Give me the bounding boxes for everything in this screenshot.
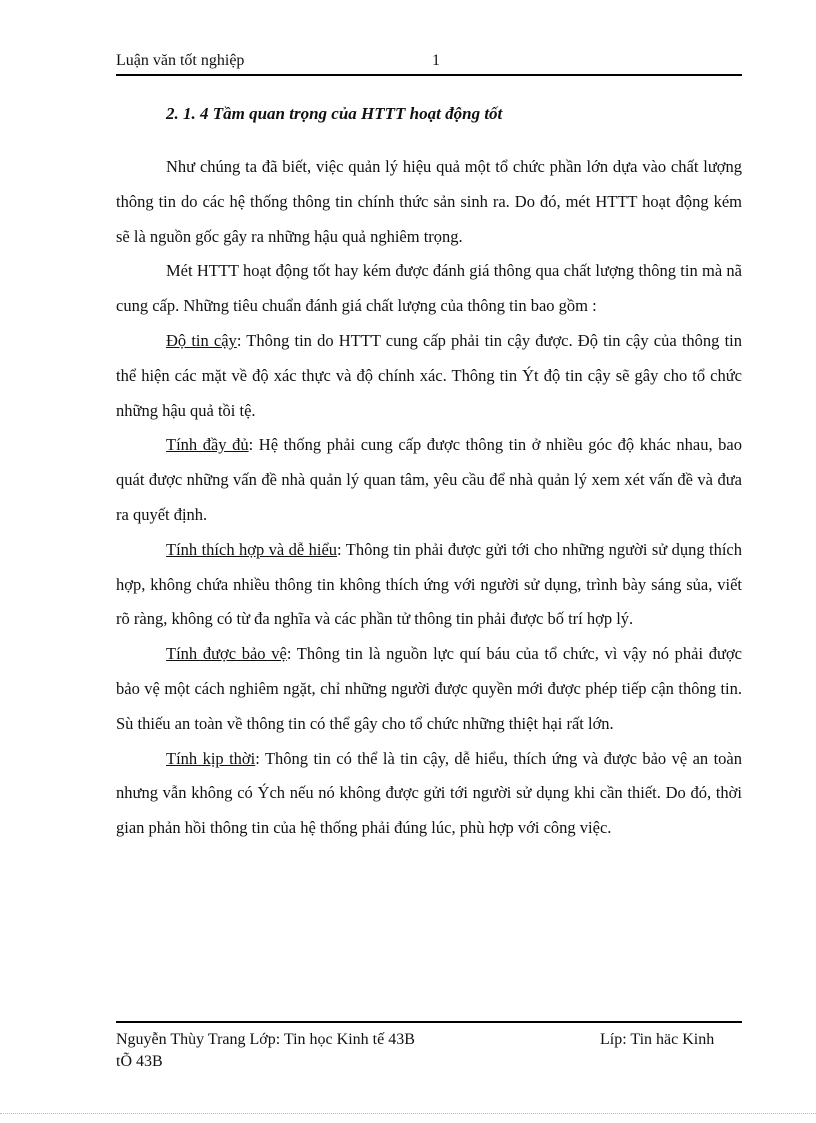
body-text: [116, 150, 742, 846]
paragraph-reliability: Độ tin cậy: Thông tin do HTTT cung cấp phải tin cậy được. Độ tin cậy của thông tin thể hiện các mặt về độ xác thực và độ chính xác. Thông tin Ýt độ tin cậy sẽ gây cho tổ chức những hậu quả tồi tệ.: [116, 330, 742, 420]
term-protection: Tính được bảo vệ: [166, 644, 287, 664]
term-relevance: Tính thích hợp và dễ hiểu: [166, 539, 338, 559]
footer-class: Líp: Tin häc Kinh: [600, 1031, 715, 1048]
paragraph-protection: Tính được bảo vệ: Thông tin là nguồn lực quí báu của tổ chức, vì vậy nó phải được bảo vệ một cách nghiêm ngặt, chỉ những người được quyền mới được phép tiếp cận thông tin. Sù thiếu an toàn về thông tin có thể gây cho tổ chức những thiệt hại rất lớn.: [116, 644, 743, 733]
footer-divider: [116, 1021, 742, 1023]
term-completeness: Tính đầy đủ: [166, 435, 249, 455]
paragraph-criteria: Mét HTTT hoạt động tốt hay kém được đánh giá thông qua chất lượng thông tin mà nã cung cấp. Những tiêu chuẩn đánh giá chất lượng của thông tin bao gồm :: [116, 261, 742, 316]
page-footer: [116, 1029, 742, 1073]
paragraph-timeliness: Tính kịp thời: Thông tin có thể là tin cậy, dễ hiểu, thích ứng và được bảo vệ an toàn nhưng vẫn không có Ých nếu nó không được gửi tới người sử dụng khi cần thiết. Do đó, thời gian phản hồi thông tin của hệ thống phải đúng lúc, phù hợp với công việc.: [116, 748, 742, 838]
paragraph-relevance: Tính thích hợp và dễ hiểu: Thông tin phải được gửi tới cho những người sử dụng thích hợp, không chứa nhiều thông tin không thích ứng với người sử dụng, trình bày sáng sủa, viết rõ ràng, không có từ đa nghĩa và các phần tử thông tin phải được bố trí hợp lý.: [116, 539, 743, 629]
header-title: Luận văn tốt nghiệp: [116, 52, 245, 69]
section-title: 2. 1. 4 Tầm quan trọng của HTTT hoạt động tốt: [166, 104, 503, 123]
footer-author: Nguyễn Thùy Trang Lớp: Tin học Kinh tế 43B: [116, 1031, 415, 1048]
paragraph-completeness: Tính đầy đủ: Hệ thống phải cung cấp được thông tin ở nhiều góc độ khác nhau, bao quát được những vấn đề nhà quản lý quan tâm, yêu cầu để nhà quản lý xem xét vấn đề và đưa ra quyết định.: [116, 435, 742, 524]
term-reliability: Độ tin cậy: [166, 330, 237, 350]
page-header: [116, 52, 742, 76]
paragraph-intro: Như chúng ta đã biết, việc quản lý hiệu quả một tổ chức phần lớn dựa vào chất lượng thông tin do các hệ thống thông tin chính thức sản sinh ra. Do đó, mét HTTT hoạt động kém sẽ là nguồn gốc gây ra những hậu quả nghiêm trọng.: [116, 157, 742, 246]
page-bottom-dotted-edge: [0, 1113, 816, 1114]
page-number: 1: [432, 52, 440, 69]
footer-class-continued: tÕ 43B: [116, 1053, 163, 1070]
term-timeliness: Tính kịp thời: [166, 748, 256, 768]
